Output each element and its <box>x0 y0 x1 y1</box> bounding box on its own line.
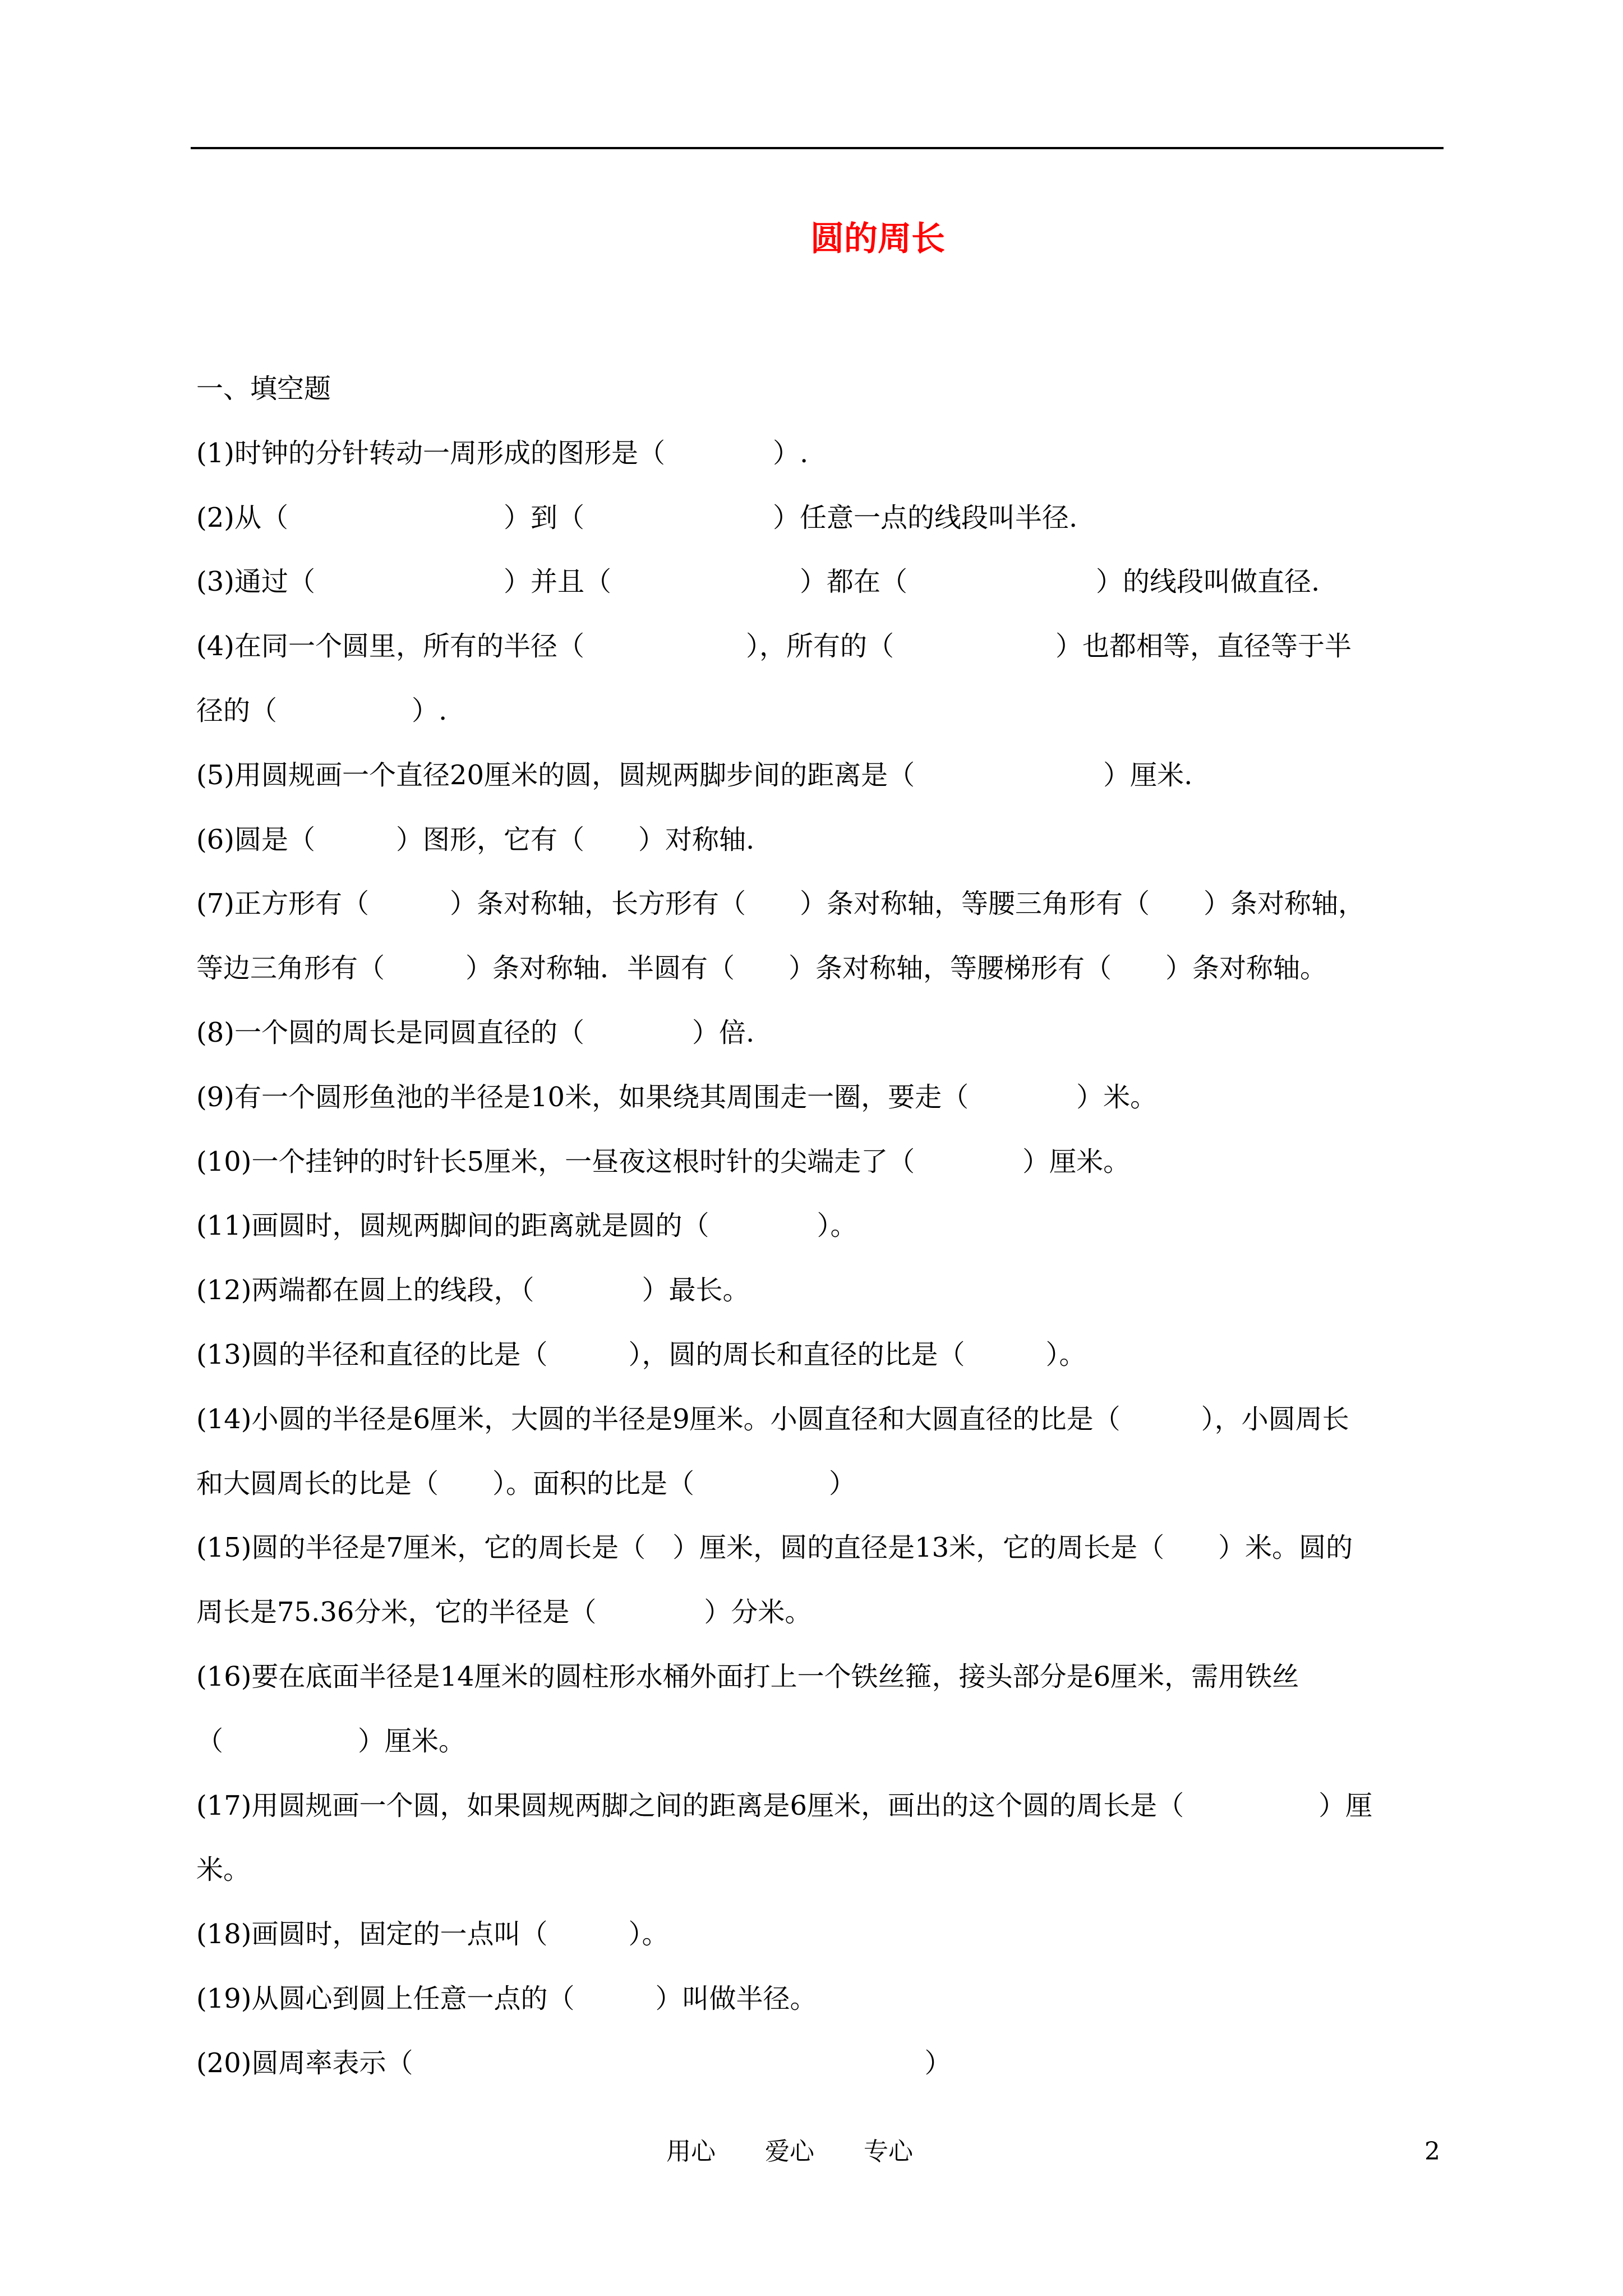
question-line: (10)一个挂钟的时针长5厘米，一昼夜这根时针的尖端走了（ ）厘米。 <box>196 1145 1131 1177</box>
question-line: 周长是75.36分米，它的半径是（ ）分米。 <box>196 1596 812 1628</box>
question-line: (9)有一个圆形鱼池的半径是10米，如果绕其周围走一圈，要走（ ）米。 <box>196 1081 1158 1113</box>
exercise-content <box>196 357 1449 2096</box>
question-line: (16)要在底面半径是14厘米的圆柱形水桶外面打上一个铁丝箍，接头部分是6厘米，需用铁丝 <box>196 1660 1299 1692</box>
question-line: (8)一个圆的周长是同圆直径的（ ）倍. <box>196 1016 755 1048</box>
question-line: （ ）厘米。 <box>196 1725 466 1757</box>
header-rule <box>191 147 1444 149</box>
question-line: (14)小圆的半径是6厘米，大圆的半径是9厘米。小圆直径和大圆直径的比是（ ），小圆周长 <box>196 1403 1349 1435</box>
question-line: (6)圆是（ ）图形，它有（ ）对称轴. <box>196 823 755 855</box>
question-line: 等边三角形有（ ）条对称轴．半圆有（ ）条对称轴，等腰梯形有（ ）条对称轴。 <box>196 953 1327 984</box>
page-number: 2 <box>1424 2137 1440 2166</box>
question-line: (20)圆周率表示（ ） <box>196 2047 952 2079</box>
question-line: (17)用圆规画一个圆，如果圆规两脚之间的距离是6厘米，画出的这个圆的周长是（ ）厘 <box>196 1789 1373 1821</box>
page-title: 圆的周长 <box>810 219 945 259</box>
question-line: (11)画圆时，圆规两脚间的距离就是圆的（ ）。 <box>196 1210 857 1242</box>
question-line: 和大圆周长的比是（ ）。面积的比是（ ） <box>196 1467 856 1499</box>
question-line: 径的（ ）. <box>196 694 448 726</box>
section-heading: 一、填空题 <box>196 373 331 404</box>
question-line: (3)通过（ ）并且（ ）都在（ ）的线段叫做直径. <box>196 566 1320 598</box>
question-line: 米。 <box>196 1854 251 1886</box>
question-line: (7)正方形有（ ）条对称轴，长方形有（ ）条对称轴，等腰三角形有（ ）条对称轴， <box>196 888 1365 920</box>
question-line: (13)圆的半径和直径的比是（ ），圆的周长和直径的比是（ ）。 <box>196 1338 1086 1370</box>
footer-text: 用心 爱心 专心 <box>666 2137 913 2166</box>
question-line: (5)用圆规画一个直径20厘米的圆，圆规两脚步间的距离是（ ）厘米. <box>196 759 1193 791</box>
question-line: (12)两端都在圆上的线段，（ ）最长。 <box>196 1274 750 1306</box>
question-line: (4)在同一个圆里，所有的半径（ ），所有的（ ）也都相等，直径等于半 <box>196 631 1352 662</box>
question-line: (1)时钟的分针转动一周形成的图形是（ ）. <box>196 437 809 469</box>
question-line: (2)从（ ）到（ ）任意一点的线段叫半径. <box>196 501 1078 533</box>
question-line: (18)画圆时，固定的一点叫（ ）。 <box>196 1918 669 1950</box>
question-line: (19)从圆心到圆上任意一点的（ ）叫做半径。 <box>196 1982 817 2014</box>
question-line: (15)圆的半径是7厘米，它的周长是（ ）厘米，圆的直径是13米，它的周长是（ ）米。圆的 <box>196 1532 1353 1564</box>
